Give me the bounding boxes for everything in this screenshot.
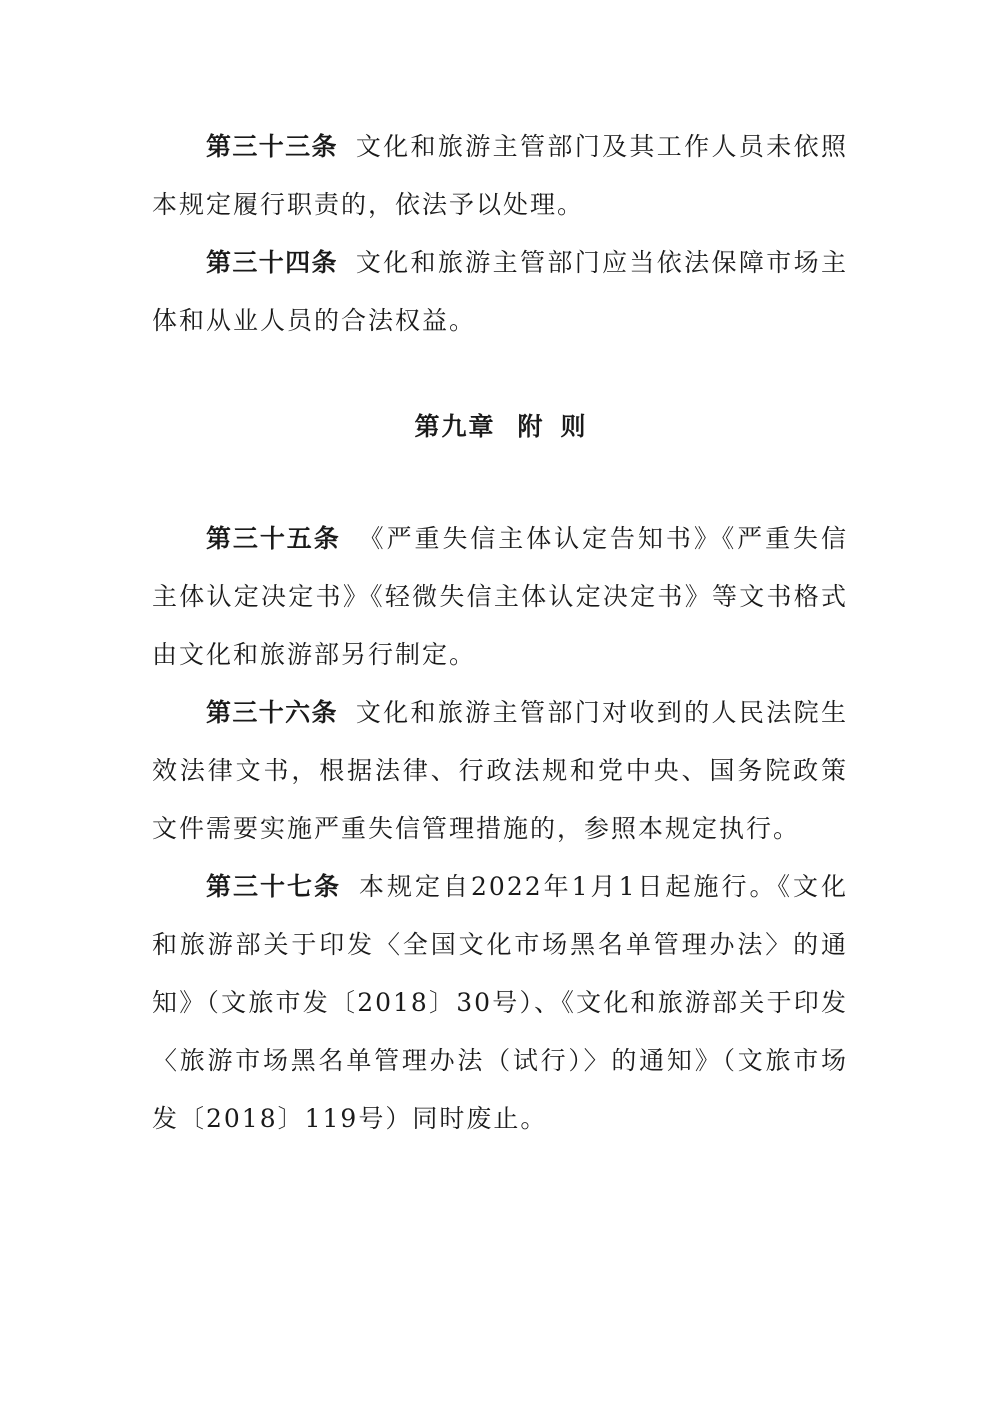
article-text: 文化和旅游主管部门应当依法保障市场主体和从业人员的合法权益。 bbox=[152, 248, 848, 335]
article-text: 本规定自2022年1月1日起施行。《文化和旅游部关于印发〈全国文化市场黑名单管理办法〉的通知》（文旅市发〔2018〕30号）、《文化和旅游部关于印发〈旅游市场黑名单管理办法（试行）〉的通知》（文旅市场发〔2018〕119号）同时废止。 bbox=[152, 872, 848, 1133]
article-label: 第三十六条 bbox=[206, 698, 338, 727]
article-text: 文化和旅游主管部门对收到的人民法院生效法律文书，根据法律、行政法规和党中央、国务院政策文件需要实施严重失信管理措施的，参照本规定执行。 bbox=[152, 698, 848, 843]
article-33 bbox=[152, 118, 848, 234]
article-36 bbox=[152, 684, 848, 858]
document-page bbox=[152, 118, 848, 1148]
article-label: 第三十四条 bbox=[206, 248, 338, 277]
article-label: 第三十三条 bbox=[206, 132, 338, 161]
article-text: 文化和旅游主管部门及其工作人员未依照本规定履行职责的，依法予以处理。 bbox=[152, 132, 848, 219]
article-label: 第三十五条 bbox=[206, 524, 341, 553]
chapter-number: 第九章 bbox=[414, 412, 496, 441]
chapter-title: 附则 bbox=[517, 412, 604, 441]
article-34 bbox=[152, 234, 848, 350]
article-37 bbox=[152, 858, 848, 1148]
article-35 bbox=[152, 510, 848, 684]
article-text: 《严重失信主体认定告知书》《严重失信主体认定决定书》《轻微失信主体认定决定书》等文书格式由文化和旅游部另行制定。 bbox=[152, 524, 848, 669]
article-label: 第三十七条 bbox=[206, 872, 342, 901]
chapter-heading bbox=[152, 398, 848, 456]
